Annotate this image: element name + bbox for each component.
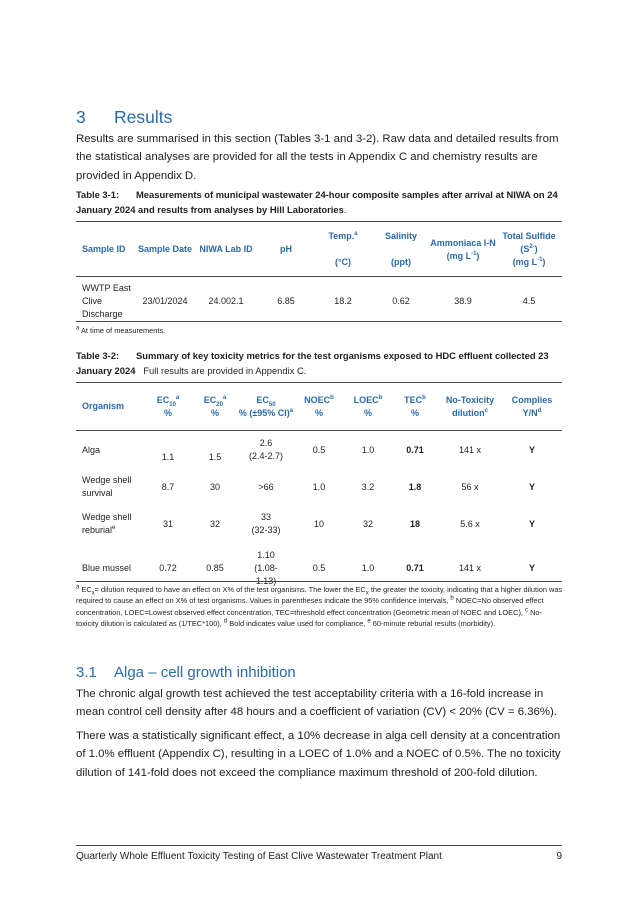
table2-cell-tec: 0.71 [406,562,424,573]
table1-header-temp: Temp.$^a$ (°C) [328,231,358,268]
table1-cell-niwa-lab-id: 24.002.1 [208,295,244,306]
table2-cell-notox: 5.6 x [460,518,480,529]
table1-cell-salinity: 0.62 [392,295,410,306]
table2-header-noec: NOEC$^b$ % [304,394,334,418]
section-heading [76,107,172,128]
table2-cell-loec: 32 [362,518,373,529]
table1-caption-text: Measurements of municipal wastewater 24-hour composite samples after arrival at NIWA on 24 January 2024 and results from analyses by Hill Laboratories [76,189,558,215]
table1-cell-temp: 18.2 [334,295,352,306]
table2-header-organism: Organism [82,401,125,412]
table1-cell-sulfide: 4.5 [522,295,536,306]
table2-header-notox: No-Toxicity dilution$^c$ [445,394,495,418]
subsection-title: Alga – cell growth inhibition [114,664,296,681]
table2-footnote: $^a$ $EC_x=$ dilution required to have an effect on X% of the test organisms. The lower the $EC_x$ the greater the toxicity, indicating that a higher dilution was required to cause an effect on X% of test organisms. Values in parentheses indicate the 95% confidence intervals, $^b$ NOEC=No observed effect concentration, LOEC=Lowest observed effect concentration, TEC=threshold effect concentration (Geometric mean of NOEC and LOEC), $^c$ No-toxicity dilution is calculated as (1/TEC*100), $^d$ Bold indicates value used for compliance, $^e$ 60-minute reburial results (morbidity). [76,584,563,629]
table1-header-sample-id: Sample ID [82,244,126,255]
table1-header-ph: pH [280,244,292,255]
table1-header-sulfide: Total Sulfide $(S^{2-})$ (mg $L^{-1}$) [502,231,556,268]
table2-cell-ec10: 0.72 [159,562,177,573]
table-row [76,505,562,543]
alga-paragraph-1: The chronic algal growth test achieved the test acceptability criteria with a 16-fold increase in mean control cell density after 48 hours and a coefficient of variation (CV) < 20% (CV = 6.36%). [76,688,557,719]
table2-cell-complies: Y [528,518,535,529]
table2-cell-noec: 0.5 [312,562,326,573]
table2-cell-notox: 141 x [458,444,482,455]
table2 [76,384,562,593]
table1-cell-ammonia: 38.9 [454,295,472,306]
table1-bottom-rule [76,321,562,322]
table2-cell-ec10: 1.1 [161,451,175,462]
intro-paragraph: Results are summarised in this section (Tables 3-1 and 3-2). Raw data and detailed results from the statistical analyses are provided for all the tests in Appendix C and chemistry results are provided in Appendix D. [76,133,559,182]
footer-rule [76,845,562,846]
table2-cell-ec10: 8.7 [161,481,175,492]
table2-cell-tec: 0.71 [406,444,424,455]
page-footer [76,851,562,862]
table2-cell-tec: 18 [409,518,420,529]
table2-cell-tec: 1.8 [408,481,422,492]
table2-cell-ec50: 2.6 (2.4-2.7) [248,438,283,461]
table1-header-ammonia: Ammoniaca l-N (mg $L^{-1}$) [430,237,496,261]
table2-caption-normal: Full results are provided in Appendix C. [143,364,307,376]
table2-cell-complies: Y [528,481,535,492]
table2-cell-organism: Alga [82,444,101,455]
section-number: 3 [76,107,86,127]
table2-cell-loec: 3.2 [361,481,375,492]
table2-cell-complies: Y [528,562,535,573]
table2-cell-ec50: 1.10 (1.08-1.13) [254,549,278,586]
table2-cell-noec: 0.5 [312,444,326,455]
table1-header-niwa-lab-id: NIWA Lab ID [199,244,253,255]
table1-cell-sample-id: WWTP East Clive Discharge [82,282,131,319]
table2-header-row [76,384,562,430]
section-title: Results [114,107,173,127]
subsection-heading [76,664,296,681]
table1-header-sample-date: Sample Date [137,244,193,255]
table2-label: Table 3-2: [76,350,120,361]
table2-cell-loec: 1.0 [361,444,375,455]
table2-cell-noec: 1.0 [312,481,326,492]
table2-cell-organism: Wedge shell reburial$^e$ [82,512,132,535]
table2-cell-organism: Blue mussel [82,562,132,573]
table2-caption-text: Summary of key toxicity metrics for the test organisms exposed to HDC effluent collected 23 January 2024 [76,350,549,376]
table2-bottom-rule [76,581,562,582]
table1-header-row [76,224,562,276]
table-row [76,431,562,469]
table2-cell-ec10: 31 [162,518,173,529]
table2-cell-ec50: 33 (32-33) [251,512,281,535]
table2-cell-notox: 56 x [461,481,479,492]
table2-cell-complies: Y [528,444,535,455]
table2-cell-ec20: 0.85 [206,562,224,573]
footer-title: Quarterly Whole Effluent Toxicity Testing of East Clive Wastewater Treatment Plant [76,851,442,862]
page-number: 9 [556,851,562,862]
table1-row [76,277,562,325]
subsection-number: 3.1 [76,664,97,681]
table2-header-ec10: $EC_{10}^a$ % [156,394,180,418]
table1 [76,224,562,325]
table1-caption-end: . [343,203,347,215]
table1-cell-ph: 6.85 [277,295,295,306]
table2-cell-noec: 10 [313,518,324,529]
table1-footnote: $^a$ At time of measurements. [76,325,166,335]
table1-label: Table 3-1: [76,189,120,200]
table2-cell-ec50: >66 [258,481,274,492]
table2-header-tec: TEC$^b$ % [404,394,426,418]
table1-top-rule [76,221,562,222]
table2-cell-ec20: 30 [209,481,220,492]
table2-cell-loec: 1.0 [361,562,375,573]
table2-header-loec: LOEC$^b$ % [353,394,383,418]
table2-header-ec50: $EC_{50}$ % (±95% CI)$^a$ [238,394,294,418]
table2-top-rule [76,382,562,383]
table2-cell-ec20: 1.5 [208,451,222,462]
table2-header-complies: Complies $Y/N^d$ [511,394,553,418]
table2-cell-organism: Wedge shell survival [82,475,132,498]
table-row [76,469,562,505]
table1-header-salinity: Salinity (ppt) [384,231,417,268]
table1-cell-sample-date: 23/01/2024 [142,295,188,306]
alga-paragraph-2: There was a statistically significant effect, a 10% decrease in alga cell density at a concentration of 1.0% effluent (Appendix C), resulting in a LOEC of 1.0% and a NOEC of 0.5%. The no toxicity dilution of 141-fold does not exceed the compliance maximum threshold of 200-fold dilution. [76,730,561,779]
table2-header-ec20: $EC_{20}^a$ % [203,394,227,418]
table2-cell-notox: 141 x [458,562,482,573]
table2-cell-ec20: 32 [209,518,220,529]
table2-caption [76,349,566,378]
table1-caption [76,188,566,217]
